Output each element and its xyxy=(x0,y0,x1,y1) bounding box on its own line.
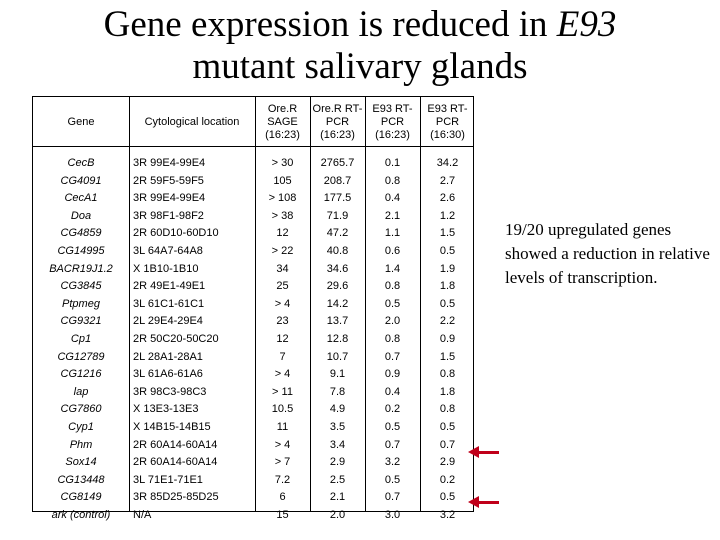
column-divider xyxy=(129,97,130,511)
sage-value: 6 xyxy=(279,491,286,504)
e93-1630-column xyxy=(420,155,475,524)
e93-1623-value: 0.8 xyxy=(384,174,401,187)
e93-1630-value: 1.2 xyxy=(439,209,456,222)
e93-1630-value: 2.2 xyxy=(439,315,456,328)
gene-name: CG9321 xyxy=(60,315,102,328)
gene-name: Doa xyxy=(70,209,92,222)
cytological-location: X 1B10-1B10 xyxy=(133,262,199,275)
e93-1623-value: 0.7 xyxy=(384,350,401,363)
gene-name: Sox14 xyxy=(65,456,97,469)
ore-rtpcr-value: 29.6 xyxy=(326,280,349,293)
e93-1630-value: 1.5 xyxy=(439,227,456,240)
cytological-location: X 14B15-14B15 xyxy=(133,420,211,433)
e93-1630-value: 1.5 xyxy=(439,350,456,363)
e93-1623-value: 0.8 xyxy=(384,332,401,345)
gene-name: Cyp1 xyxy=(68,420,94,433)
cytological-location: 3L 61A6-61A6 xyxy=(133,368,203,381)
gene-name: Phm xyxy=(69,438,93,451)
ore-rtpcr-value: 9.1 xyxy=(329,368,346,381)
gene-name: CG14995 xyxy=(57,244,105,257)
e93-1623-value: 1.4 xyxy=(384,262,401,275)
sage-value: 12 xyxy=(276,227,289,240)
ore-rtpcr-value: 40.8 xyxy=(326,244,349,257)
sage-value: 7 xyxy=(279,350,286,363)
cytological-location: 2L 29E4-29E4 xyxy=(133,315,203,328)
cytological-location: 2R 60D10-60D10 xyxy=(133,227,219,240)
gene-name: CG3845 xyxy=(60,280,102,293)
e93-1623-value: 0.5 xyxy=(384,473,401,486)
e93-1630-value: 2.6 xyxy=(439,192,456,205)
ore-rtpcr-value: 47.2 xyxy=(326,227,349,240)
e93-1623-value: 0.6 xyxy=(384,244,401,257)
ore-rtpcr-value: 2.1 xyxy=(329,491,346,504)
title-prefix: Gene expression is reduced in xyxy=(103,4,557,45)
table-header xyxy=(33,97,473,147)
cytological-location: 2R 60A14-60A14 xyxy=(133,456,218,469)
ore-rtpcr-value: 34.6 xyxy=(326,262,349,275)
cytological-location: 3R 99E4-99E4 xyxy=(133,157,206,169)
sage-value: 105 xyxy=(273,174,292,187)
e93-1623-value: 0.9 xyxy=(384,368,401,381)
e93-1630-value: 3.2 xyxy=(439,508,456,521)
sage-value: > 7 xyxy=(274,456,291,469)
cytological-location: 2L 28A1-28A1 xyxy=(133,350,203,363)
e93-1623-value: 0.8 xyxy=(384,280,401,293)
header-location: Cytological location xyxy=(144,115,240,128)
e93-1630-value: 1.9 xyxy=(439,262,456,275)
sage-value: > 30 xyxy=(271,157,294,169)
header-sage: Ore.R SAGE (16:23) xyxy=(265,102,300,141)
sage-value: > 38 xyxy=(271,209,294,222)
ore-rtpcr-value: 71.9 xyxy=(326,209,349,222)
e93-1630-value: 34.2 xyxy=(436,157,459,169)
e93-1623-column xyxy=(365,155,420,524)
gene-name: CG8149 xyxy=(60,491,102,504)
gene-name: CG4091 xyxy=(60,174,102,187)
cytological-location: 2R 49E1-49E1 xyxy=(133,280,206,293)
e93-1630-value: 0.8 xyxy=(439,368,456,381)
e93-1630-value: 0.5 xyxy=(439,297,456,310)
e93-1623-value: 1.1 xyxy=(384,227,401,240)
gene-name: CG4859 xyxy=(60,227,102,240)
title-line-2: mutant salivary glands xyxy=(192,46,528,87)
sage-value: 25 xyxy=(276,280,289,293)
e93-1630-value: 0.5 xyxy=(439,420,456,433)
ore-rtpcr-value: 177.5 xyxy=(323,192,352,205)
ore-rtpcr-value: 2.0 xyxy=(329,508,346,521)
e93-1630-value: 2.9 xyxy=(439,456,456,469)
arrow-left-icon xyxy=(477,451,499,454)
e93-1623-value: 0.4 xyxy=(384,385,401,398)
gene-name: CG12789 xyxy=(57,350,105,363)
sage-column xyxy=(255,155,310,524)
cytological-location: 3L 71E1-71E1 xyxy=(133,473,203,486)
cytological-location: 2R 60A14-60A14 xyxy=(133,438,218,451)
ore-rtpcr-value: 208.7 xyxy=(323,174,352,187)
cytological-location: 2R 59F5-59F5 xyxy=(133,174,204,187)
sage-value: > 108 xyxy=(268,192,297,205)
gene-column xyxy=(33,155,129,524)
sage-value: 34 xyxy=(276,262,289,275)
slide-title xyxy=(0,4,720,88)
summary-note: 19/20 upregulated genes showed a reduction in relative levels of transcription. xyxy=(505,220,710,287)
sage-value: 7.2 xyxy=(274,473,291,486)
gene-name: BACR19J1.2 xyxy=(49,262,113,275)
gene-name: CecB xyxy=(67,157,95,169)
e93-1623-value: 0.7 xyxy=(384,491,401,504)
cytological-location: 3L 64A7-64A8 xyxy=(133,244,203,257)
ore-rtpcr-value: 13.7 xyxy=(326,315,349,328)
gene-name: ark (control) xyxy=(51,508,111,521)
cytological-location: 3L 61C1-61C1 xyxy=(133,297,205,310)
gene-name: CG7860 xyxy=(60,403,102,416)
e93-1623-value: 0.7 xyxy=(384,438,401,451)
e93-1623-value: 2.0 xyxy=(384,315,401,328)
title-line-1 xyxy=(0,4,720,46)
gene-name: lap xyxy=(73,385,89,398)
cytological-location: X 13E3-13E3 xyxy=(133,403,199,416)
e93-1630-value: 0.8 xyxy=(439,403,456,416)
ore-rtpcr-value: 4.9 xyxy=(329,403,346,416)
sage-value: 15 xyxy=(276,508,289,521)
sage-value: > 4 xyxy=(274,297,291,310)
ore-rtpcr-column xyxy=(310,155,365,524)
gene-name: Cp1 xyxy=(70,332,92,345)
ore-rtpcr-value: 7.8 xyxy=(329,385,346,398)
e93-1623-value: 0.2 xyxy=(384,403,401,416)
ore-rtpcr-value: 2.5 xyxy=(329,473,346,486)
cytological-location: 3R 99E4-99E4 xyxy=(133,192,206,205)
sage-value: 23 xyxy=(276,315,289,328)
e93-1630-value: 2.7 xyxy=(439,174,456,187)
header-e93-1623: E93 RT-PCR (16:23) xyxy=(372,102,413,141)
e93-1630-value: 0.5 xyxy=(439,244,456,257)
sage-value: > 4 xyxy=(274,368,291,381)
ore-rtpcr-value: 2765.7 xyxy=(320,157,355,169)
ore-rtpcr-value: 14.2 xyxy=(326,297,349,310)
ore-rtpcr-value: 3.5 xyxy=(329,420,346,433)
arrow-left-icon xyxy=(477,501,499,504)
cytological-location: 3R 85D25-85D25 xyxy=(133,491,219,504)
sage-value: 11 xyxy=(276,420,289,433)
ore-rtpcr-value: 2.9 xyxy=(329,456,346,469)
gene-name: CG13448 xyxy=(57,473,105,486)
ore-rtpcr-value: 3.4 xyxy=(329,438,346,451)
e93-1630-value: 0.2 xyxy=(439,473,456,486)
cytological-location: 3R 98C3-98C3 xyxy=(133,385,207,398)
e93-1630-value: 0.5 xyxy=(439,491,456,504)
sage-value: > 11 xyxy=(272,385,293,398)
ore-rtpcr-value: 12.8 xyxy=(326,332,349,345)
header-ore-rtpcr: Ore.R RT-PCR (16:23) xyxy=(312,102,363,141)
ore-rtpcr-value: 10.7 xyxy=(326,350,349,363)
sage-value: 12 xyxy=(276,332,289,345)
sage-value: 10.5 xyxy=(271,403,294,416)
e93-1623-value: 2.1 xyxy=(384,209,401,222)
e93-1623-value: 0.1 xyxy=(384,157,401,169)
e93-1623-value: 0.4 xyxy=(384,192,401,205)
cytological-location: N/A xyxy=(133,508,152,521)
e93-1630-value: 0.9 xyxy=(439,332,456,345)
e93-1623-value: 3.2 xyxy=(384,456,401,469)
sage-value: > 4 xyxy=(274,438,291,451)
sage-value: > 22 xyxy=(271,244,294,257)
e93-1630-value: 1.8 xyxy=(439,385,456,398)
location-column xyxy=(133,155,271,524)
e93-1630-value: 1.8 xyxy=(439,280,456,293)
gene-name: Ptpmeg xyxy=(62,297,100,310)
header-gene: Gene xyxy=(67,115,95,128)
gene-name: CG1216 xyxy=(60,368,102,381)
header-e93-1630: E93 RT-PCR (16:30) xyxy=(427,102,468,141)
gene-name: CecA1 xyxy=(64,192,98,205)
e93-1623-value: 0.5 xyxy=(384,297,401,310)
cytological-location: 3R 98F1-98F2 xyxy=(133,209,204,222)
expression-table xyxy=(32,96,474,521)
title-mutant-name: E93 xyxy=(556,4,617,45)
e93-1630-value: 0.7 xyxy=(439,438,456,451)
e93-1623-value: 0.5 xyxy=(384,420,401,433)
e93-1623-value: 3.0 xyxy=(384,508,401,521)
cytological-location: 2R 50C20-50C20 xyxy=(133,332,219,345)
